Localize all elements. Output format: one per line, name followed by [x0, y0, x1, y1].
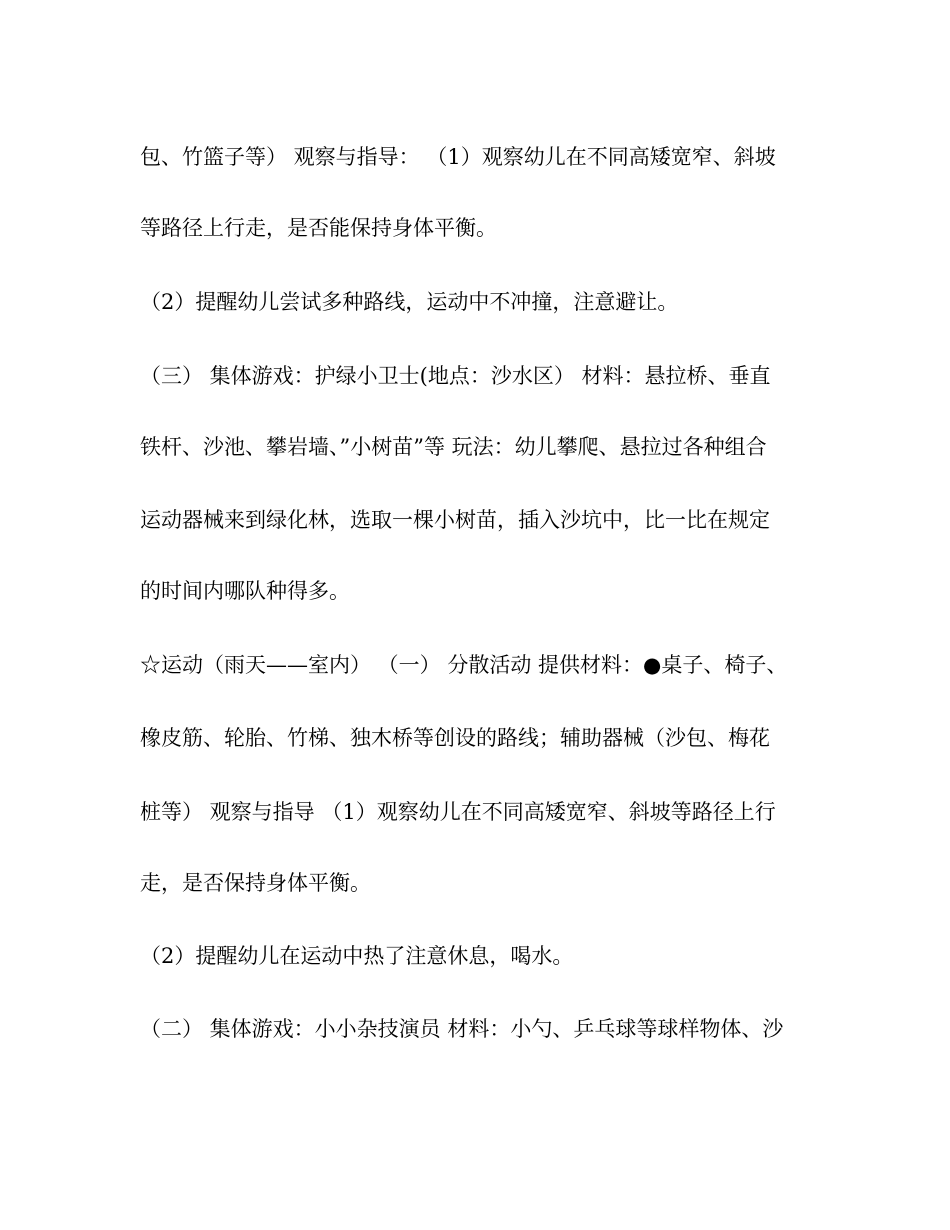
text-line-1: 包、竹篮子等） 观察与指导： （1）观察幼儿在不同高矮宽窄、斜坡 — [140, 145, 776, 169]
text-line-4: （三） 集体游戏：护绿小卫士(地点：沙水区） 材料：悬拉桥、垂直 — [140, 364, 771, 388]
text-line-3: （2）提醒幼儿尝试多种路线，运动中不冲撞，注意避让。 — [140, 290, 679, 314]
text-line-10: 桩等） 观察与指导 （1）观察幼儿在不同高矮宽窄、斜坡等路径上行 — [140, 800, 776, 824]
text-line-6: 运动器械来到绿化林，选取一棵小树苗，插入沙坑中，比一比在规定 — [140, 508, 770, 532]
text-line-13: （二） 集体游戏：小小杂技演员 材料：小勺、乒乓球等球样物体、沙 — [140, 1017, 784, 1041]
text-line-7: 的时间内哪队种得多。 — [140, 579, 350, 603]
text-line-12: （2）提醒幼儿在运动中热了注意休息，喝水。 — [140, 944, 574, 968]
text-line-11: 走，是否保持身体平衡。 — [140, 871, 371, 895]
text-line-5: 铁杆、沙池、攀岩墙、”小树苗”等 玩法：幼儿攀爬、悬拉过各种组合 — [140, 435, 767, 459]
text-line-2: 等路径上行走，是否能保持身体平衡。 — [140, 216, 497, 240]
text-line-9: 橡皮筋、轮胎、竹梯、独木桥等创设的路线；辅助器械（沙包、梅花 — [140, 726, 770, 750]
text-line-8: ☆运动（雨天——室内） （一） 分散活动 提供材料：●桌子、椅子、 — [140, 653, 788, 677]
